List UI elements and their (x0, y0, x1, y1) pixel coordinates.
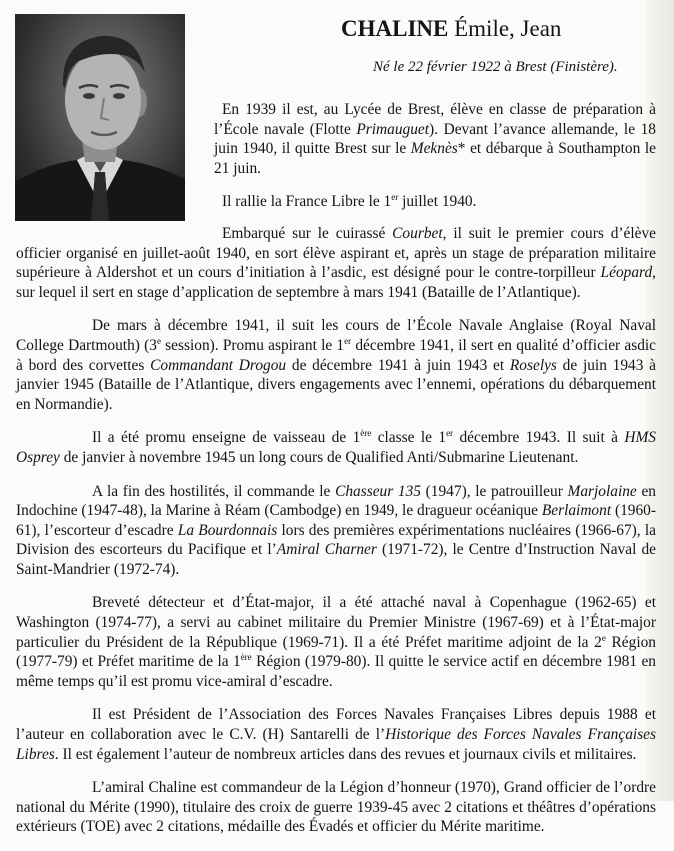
biography-text (16, 100, 656, 851)
paragraph-2: Il rallie la France Libre le 1er juillet 1940. (222, 192, 477, 211)
paragraph-6: A la fin des hostilités, il commande le Chasseur 135 (1947), le patrouilleur Marjolaine en Indochine (1947-48), la Marine à Réam (Cambodge) en 1949, le dragueur océanique Berlaimont (1960-61), l’escorteur d’escadre La Bourdonnais lors des premières expérimentations nucléaires (1966-67), la Division des escorteurs du Pacifique et l’Amiral Charner (1971-72), le Centre d’Instruction Naval de Saint-Mandrier (1972-74). (16, 482, 657, 578)
surname: CHALINE (341, 16, 449, 41)
paragraph-4: De mars à décembre 1941, il suit les cours de l’École Navale Anglaise (Royal Naval College Dartmouth) (3e session). Promu aspirant le 1er décembre 1941, il sert en qualité d’officier asdic à bord des corvettes Commandant Drogou de décembre 1941 à juin 1943 et Roselys de juin 1943 à janvier 1945 (Bataille de l’Atlantique, divers engagements avec l’ennemi, opérations du débarquement en Normandie). (16, 317, 656, 413)
paragraph-5: Il a été promu enseigne de vaisseau de 1ère classe le 1er décembre 1943. Il suit à HMS Osprey de janvier à novembre 1945 un long cours de Qualified Anti/Submarine Lieutenant. (16, 428, 657, 466)
paragraph-7: Breveté détecteur et d’État-major, il a été attaché naval à Copenhague (1962-65) et Washington (1974-77), a servi au cabinet militaire du Premier Ministre (1967-69) et à l’État-major particulier du Président de la République (1969-71). Il a été Préfet maritime adjoint de la 2e Région (1977-79) et Préfet maritime de la 1ère Région (1979-80). Il quitte le service actif en décembre 1981 en même temps qu’il est promu vice-amiral d’escadre. (16, 594, 656, 690)
paragraph-9: L’amiral Chaline est commandeur de la Légion d’honneur (1970), Grand officier de l’ordre national du Mérite (1990), titulaire des croix de guerre 1939-45 avec 2 citations et théâtres d’opérations extérieurs (TOE) avec 2 citations, médaille des Évadés et officier du Mérite maritime. (16, 779, 656, 836)
paragraph-3: Embarqué sur le cuirassé Courbet, il suit le premier cours d’élève officier organisé en juillet-août 1940, en sort élève aspirant et, après un stage de préparation militaire supérieure à Aldershot et un cours d’initiation à l’asdic, est désigné pour le contre-torpilleur Léopard, sur lequel il sert en stage d’application de septembre à mars 1941 (Bataille de l’Atlantique). (16, 224, 656, 301)
person-name (341, 16, 561, 42)
paragraph-1: En 1939 il est, au Lycée de Brest, élève en classe de préparation à l’École navale (Flotte Primauguet). Devant l’avance allemande, le 18 juin 1940, il quitte Brest sur le Meknès* et débarque à Southampton le 21 juin. (214, 101, 657, 177)
birth-line: Né le 22 février 1922 à Brest (Finistère). (373, 59, 618, 75)
paragraph-8: Il est Président de l’Association des Forces Navales Françaises Libres depuis 1988 et l’auteur en collaboration avec le C.V. (H) Santarelli de l’Historique des Forces Navales Françaises Libres. Il est également l’auteur de nombreux articles dans des revues et journaux civils et militaires. (16, 706, 656, 763)
given-names: Émile, Jean (448, 16, 562, 41)
